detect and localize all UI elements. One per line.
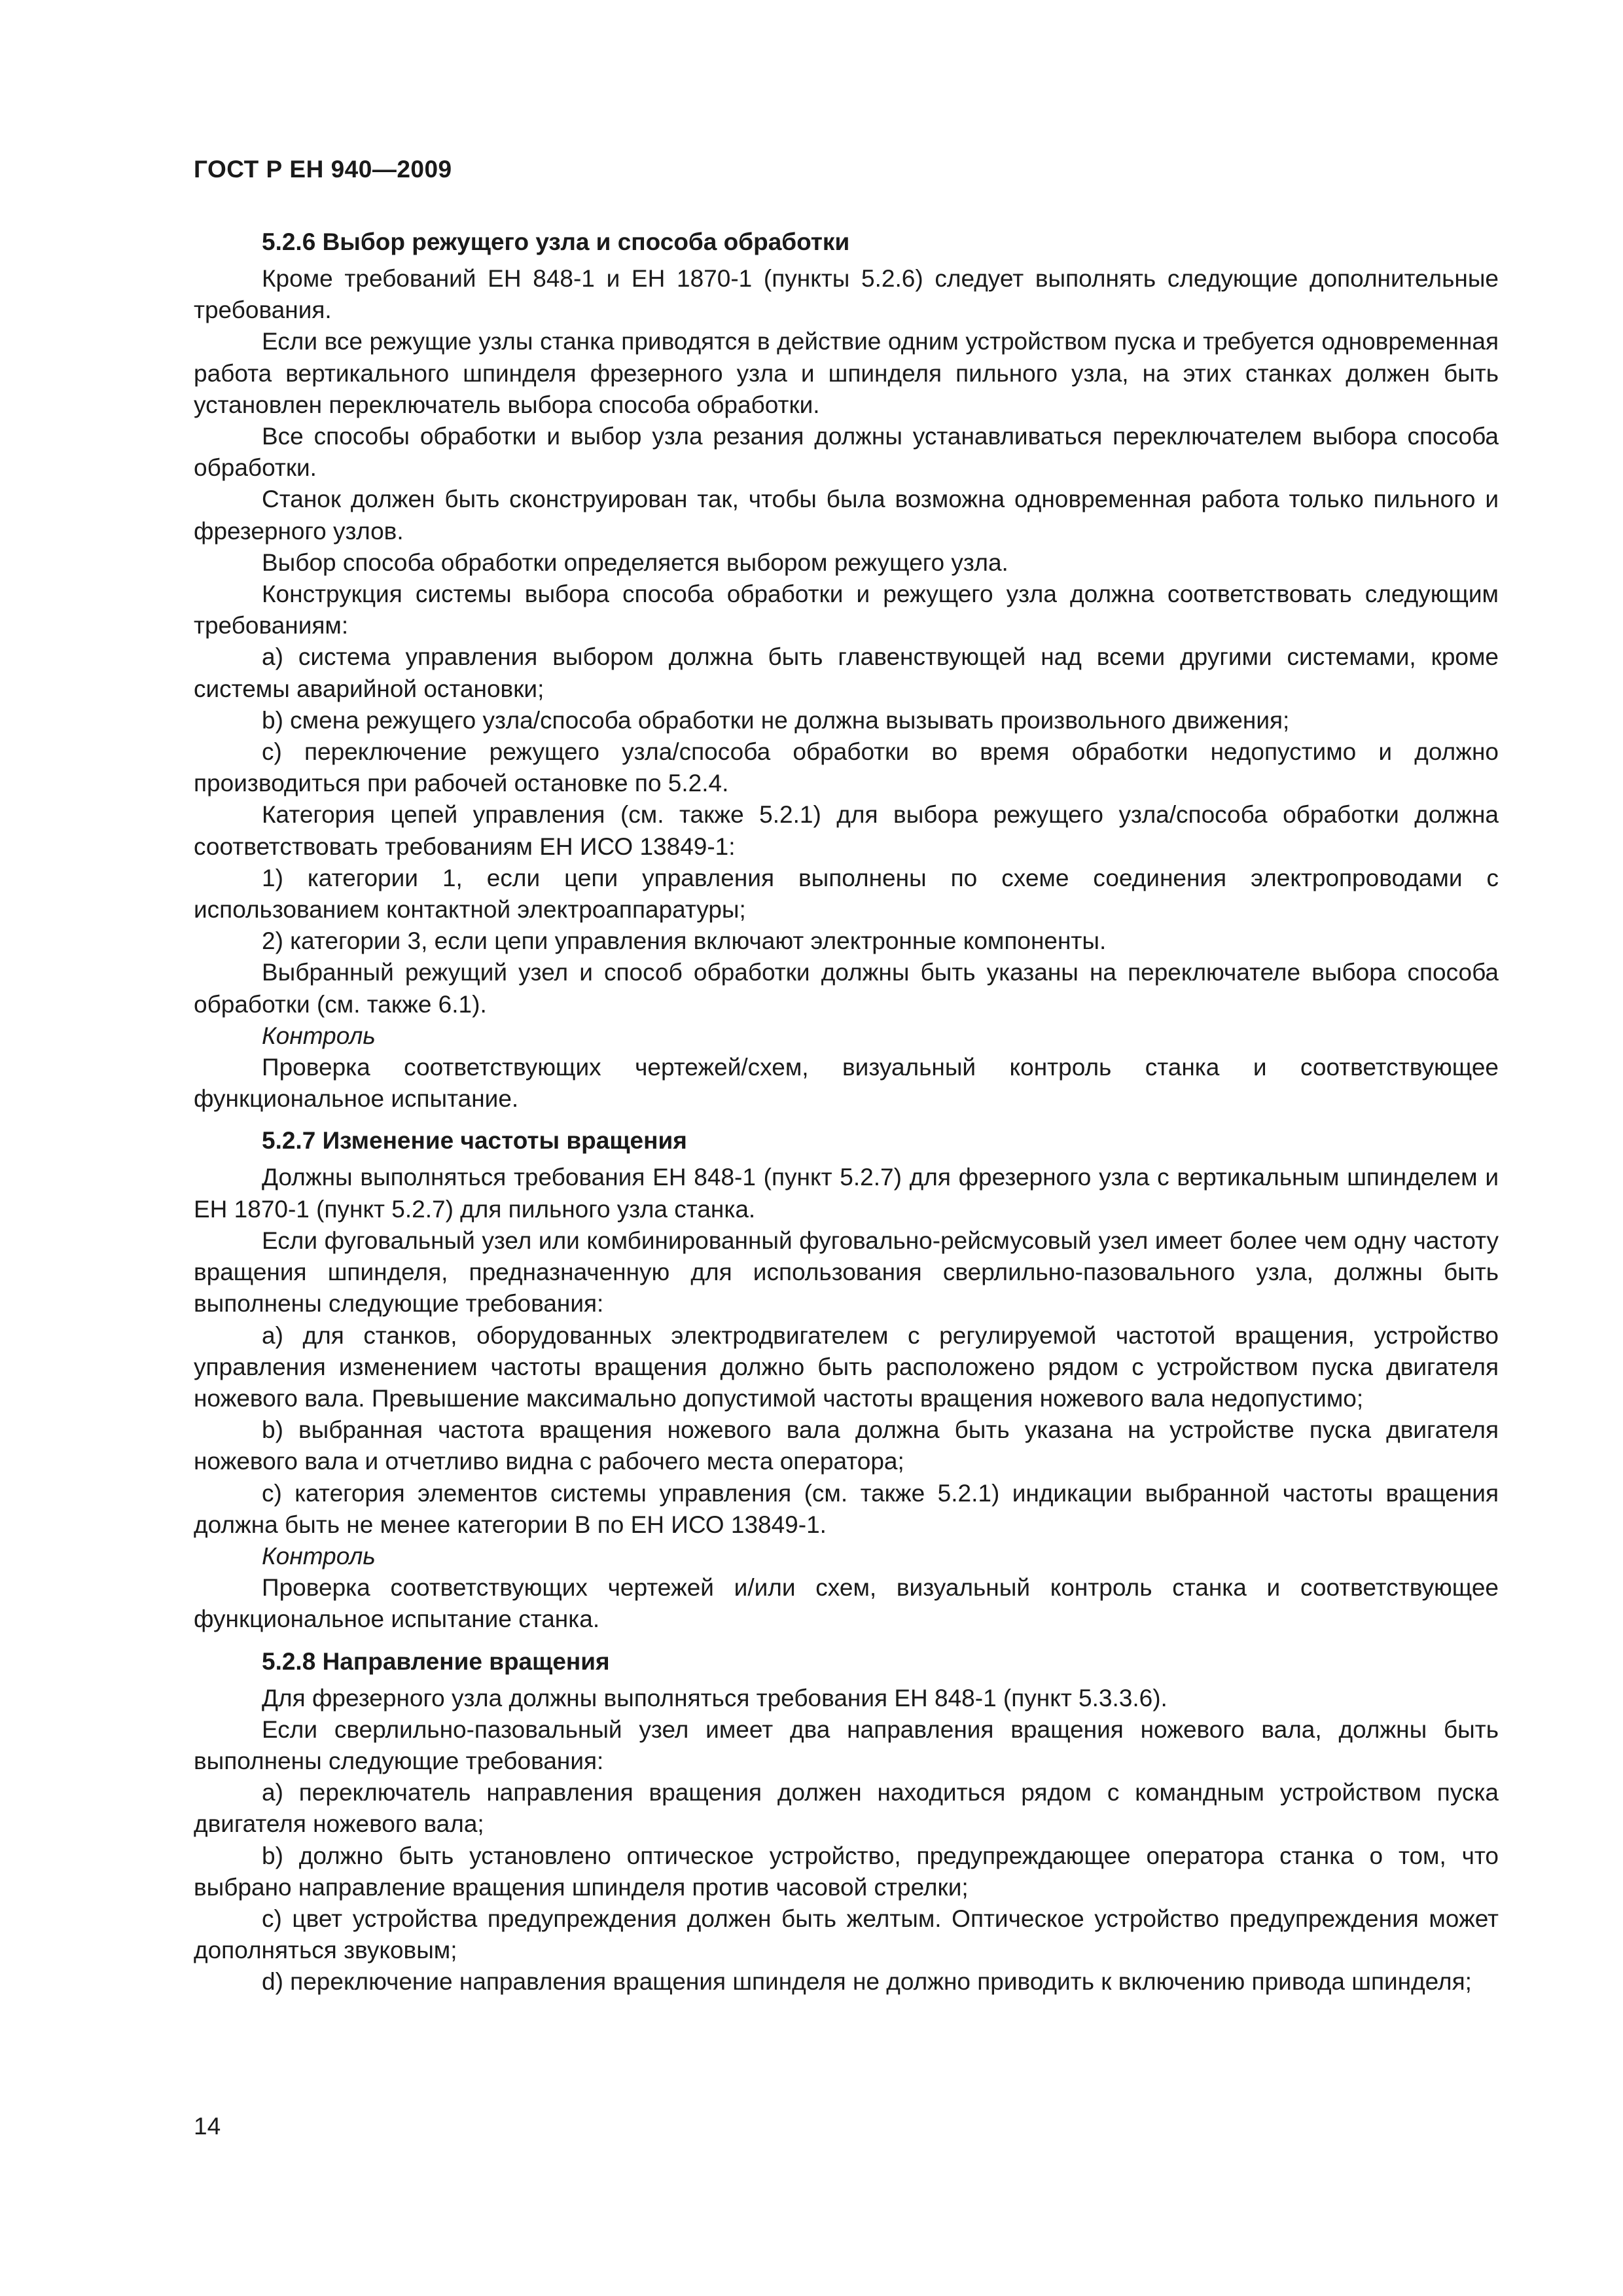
list-item: а) система управления выбором должна быть главенствующей над всеми другими системами, кроме системы аварийной остановки;: [194, 643, 1499, 702]
document-header: ГОСТ Р ЕН 940—2009: [194, 156, 452, 183]
list-item: d) переключение направления вращения шпинделя не должно приводить к включению привода шпинделя;: [262, 1968, 1472, 1996]
paragraph: Категория цепей управления (см. также 5.2.1) для выбора режущего узла/способа обработки должна соответствовать требованиям ЕН ИСО 13849-1:: [194, 801, 1499, 860]
paragraph: Для фрезерного узла должны выполняться требования ЕН 848-1 (пункт 5.3.3.6).: [262, 1684, 1168, 1712]
control-text: Проверка соответствующих чертежей и/или схем, визуальный контроль станка и соответствующее функциональное испытание станка.: [194, 1574, 1499, 1633]
paragraph: Если фуговальный узел или комбинированный фуговально-рейсмусовый узел имеет более чем одну частоту вращения шпинделя, предназначенную для использования сверлильно-пазовального узла, должны быть выполнены следующие требования:: [194, 1227, 1499, 1318]
list-item: с) цвет устройства предупреждения должен быть желтым. Оптическое устройство предупреждения может дополняться звуковым;: [194, 1905, 1499, 1964]
page-number: 14: [194, 2113, 221, 2140]
section-heading: 5.2.6 Выбор режущего узла и способа обработки: [262, 228, 850, 255]
list-item: 1) категории 1, если цепи управления выполнены по схеме соединения электропроводами с использованием контактной электроаппаратуры;: [194, 864, 1499, 924]
document-body: [194, 226, 1499, 1998]
control-label: Контроль: [262, 1022, 376, 1049]
list-item: с) переключение режущего узла/способа обработки во время обработки недопустимо и должно производиться при рабочей остановке по 5.2.4.: [194, 738, 1499, 797]
paragraph: Конструкция системы выбора способа обработки и режущего узла должна соответствовать следующим требованиям:: [194, 581, 1499, 639]
list-item: с) категория элементов системы управления (см. также 5.2.1) индикации выбранной частоты вращения должна быть не менее категории В по ЕН ИСО 13849-1.: [194, 1479, 1499, 1538]
list-item: b) должно быть установлено оптическое устройство, предупреждающее оператора станка о том, что выбрано направление вращения шпинделя против часовой стрелки;: [194, 1842, 1499, 1901]
paragraph: Выбор способа обработки определяется выбором режущего узла.: [262, 548, 1008, 576]
section-heading: 5.2.8 Направление вращения: [262, 1647, 610, 1675]
list-item: 2) категории 3, если цепи управления включают электронные компоненты.: [262, 927, 1107, 955]
paragraph: Станок должен быть сконструирован так, чтобы была возможна одновременная работа только пильного и фрезерного узлов.: [194, 486, 1499, 545]
paragraph: Должны выполняться требования ЕН 848-1 (пункт 5.2.7) для фрезерного узла с вертикальным шпинделем и ЕН 1870-1 (пункт 5.2.7) для пильного узла станка.: [194, 1164, 1499, 1223]
section-heading: 5.2.7 Изменение частоты вращения: [262, 1127, 687, 1155]
paragraph: Если сверлильно-пазовальный узел имеет два направления вращения ножевого вала, должны быть выполнены следующие требования:: [194, 1715, 1499, 1774]
paragraph: Выбранный режущий узел и способ обработки должны быть указаны на переключателе выбора способа обработки (см. также 6.1).: [194, 959, 1499, 1018]
control-label: Контроль: [262, 1542, 376, 1570]
list-item: а) переключатель направления вращения должен находиться рядом с командным устройством пуска двигателя ножевого вала;: [194, 1779, 1499, 1838]
paragraph: Кроме требований ЕН 848-1 и ЕН 1870-1 (пункты 5.2.6) следует выполнять следующие дополнительные требования.: [194, 265, 1499, 324]
control-text: Проверка соответствующих чертежей/схем, визуальный контроль станка и соответствующее функциональное испытание.: [194, 1054, 1499, 1113]
paragraph: Все способы обработки и выбор узла резания должны устанавливаться переключателем выбора способа обработки.: [194, 423, 1499, 482]
list-item: b) смена режущего узла/способа обработки не должна вызывать произвольного движения;: [262, 706, 1290, 734]
list-item: b) выбранная частота вращения ножевого вала должна быть указана на устройстве пуска двигателя ножевого вала и отчетливо видна с рабочего места оператора;: [194, 1416, 1499, 1475]
list-item: а) для станков, оборудованных электродвигателем с регулируемой частотой вращения, устройство управления изменением частоты вращения должно быть расположено рядом с устройством пуска двигателя ножевого вала. Превышение максимально допустимой частоты вращения ножевого вала недопустимо;: [194, 1321, 1499, 1412]
paragraph: Если все режущие узлы станка приводятся в действие одним устройством пуска и требуется одновременная работа вертикального шпинделя фрезерного узла и шпинделя пильного узла, на этих станках должен быть установлен переключатель выбора способа обработки.: [194, 328, 1499, 418]
